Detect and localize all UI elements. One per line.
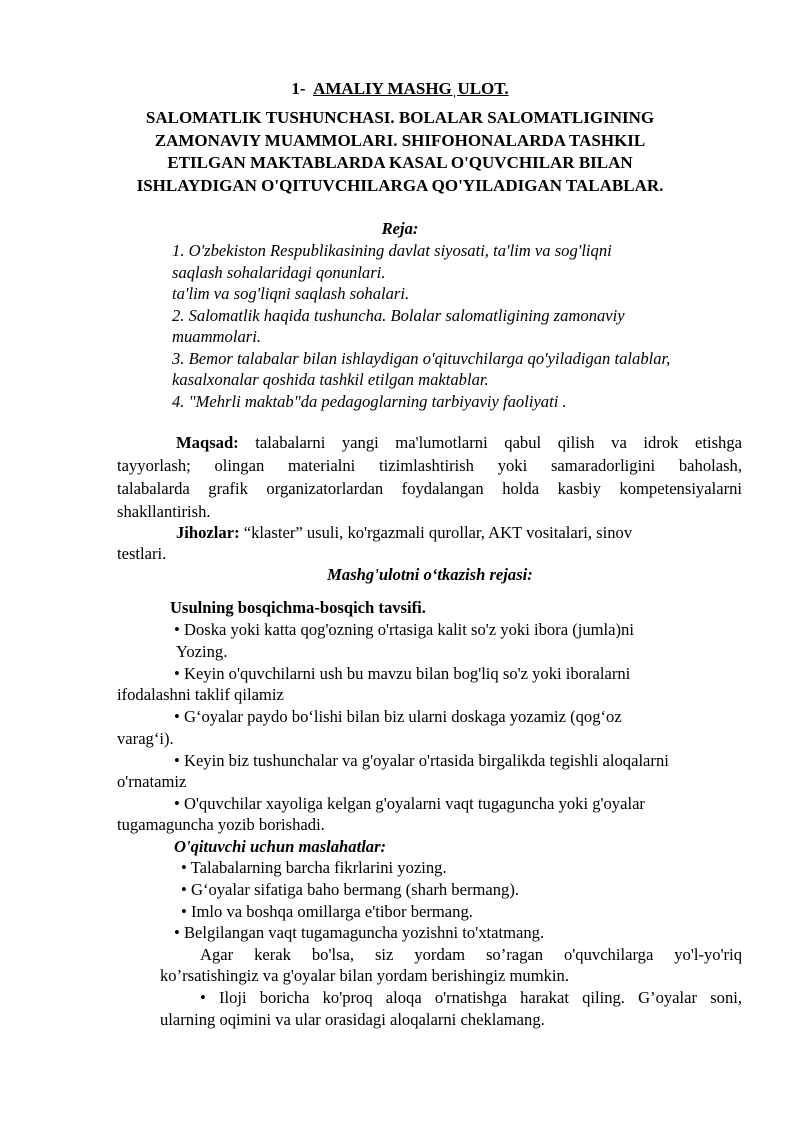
reja-line: 4. "Mehrli maktab"da pedagoglarning tarbiyaviy faoliyati . — [172, 391, 567, 411]
maqsad-line: shakllantirish. — [117, 502, 211, 521]
usul-line: • Keyin biz tushunchalar va g'oyalar o'rtasida birgalikda tegishli aloqalarni — [174, 751, 669, 770]
usul-line: • Keyin o'quvchilarni ush bu mavzu bilan bog'liq so'z yoki iboralarni — [174, 664, 631, 683]
maslahat-para-line: ularning oqimini va ular orasidagi aloqalarni cheklamang. — [160, 1010, 545, 1029]
section-title: AMALIY MASHGˌULOT. — [313, 79, 509, 98]
maslahat-para-line: ko’rsatishingiz va g'oyalar bilan yordam berishingiz mumkin. — [160, 966, 569, 985]
reja-line: saqlash sohalaridagi qonunlari. — [172, 262, 386, 282]
reja-line: 3. Bemor talabalar bilan ishlaydigan o'qituvchilarga qo'yiladigan talablar, — [172, 348, 671, 368]
maslahat-line: • Belgilangan vaqt tugamaguncha yozishni to'xtatmang. — [174, 923, 545, 942]
section-heading — [0, 78, 800, 100]
maqsad-line — [176, 432, 742, 454]
maslahat-title: O'qituvchi uchun maslahatlar: — [174, 837, 387, 856]
usul-line: ifodalashni taklif qilamiz — [117, 685, 284, 704]
rejasi-title: Mashg'ulotni o‘tkazish rejasi: — [327, 565, 533, 584]
reja-label: Reja: — [381, 219, 419, 238]
reja-line: 1. O'zbekiston Respublikasining davlat siyosati, ta'lim va sog'liqni — [172, 241, 612, 260]
section-number: 1- — [291, 79, 306, 98]
maslahat-para-line: Agar kerak bo'lsa, siz yordam so’ragan o'quvchilarga yo'l-yo'riq — [200, 945, 742, 964]
reja-line: muammolari. — [172, 327, 261, 346]
usul-line: varag‘i). — [117, 729, 174, 748]
maslahat-line: • G‘oyalar sifatiga baho bermang (sharh bermang). — [181, 880, 520, 899]
usul-line: • O'quvchilar xayoliga kelgan g'oyalarni vaqt tugaguncha yoki g'oyalar — [174, 794, 645, 813]
reja-line: 2. Salomatlik haqida tushuncha. Bolalar salomatligining zamonaviy — [172, 305, 625, 325]
usul-line: • G‘oyalar paydo bo‘lishi bilan biz ularni doskaga yozamiz (qog‘oz — [174, 707, 622, 726]
jihozlar-text: “klaster” usuli, ko'rgazmali qurollar, AKT vositalari, sinov — [243, 523, 633, 542]
reja-list — [172, 240, 772, 412]
maqsad-text: talabalarni yangi ma'lumotlarni qabul qilish va idrok etishga — [255, 433, 742, 452]
maqsad-line: talabalarda grafik organizatorlardan foydalangan holda kasbiy kompetensiyalarni — [117, 479, 742, 498]
main-title: SALOMATLIK TUSHUNCHASI. BOLALAR SALOMATLIGINING ZAMONAVIY MUAMMOLARI. SHIFOHONALARDA TASHKIL ETILGAN MAKTABLARDA KASAL O'QUVCHILAR BILAN ISHLAYDIGAN O'QITUVCHILARGA QO'YILADIGAN TALABLAR. — [136, 108, 664, 195]
usul-line: Yozing. — [176, 642, 228, 661]
maslahat-line: • Talabalarning barcha fikrlarini yozing. — [181, 858, 447, 877]
reja-line: ta'lim va sog'liqni saqlash sohalari. — [172, 284, 410, 303]
usul-line: o'rnatamiz — [117, 772, 187, 791]
jihozlar-label: Jihozlar: — [176, 523, 240, 542]
usul-title: Usulning bosqichma-bosqich tavsifi. — [170, 598, 426, 617]
maqsad-line: tayyorlash; olingan materialni tizimlashtirish yoki samaradorligini baholash, — [117, 456, 742, 475]
maqsad-label: Maqsad: — [176, 433, 239, 452]
usul-line: tugamaguncha yozib borishadi. — [117, 815, 325, 834]
jihozlar-line — [176, 522, 632, 544]
usul-line: • Doska yoki katta qog'ozning o'rtasiga kalit so'z yoki ibora (jumla)ni — [174, 620, 634, 639]
reja-line: kasalxonalar qoshida tashkil etilgan maktablar. — [172, 370, 489, 389]
maslahat-para-line: • Iloji boricha ko'proq aloqa o'rnatishga harakat qiling. G’oyalar soni, — [200, 988, 742, 1007]
jihozlar-line: testlari. — [117, 544, 167, 563]
maslahat-line: • Imlo va boshqa omillarga e'tibor bermang. — [181, 902, 473, 921]
